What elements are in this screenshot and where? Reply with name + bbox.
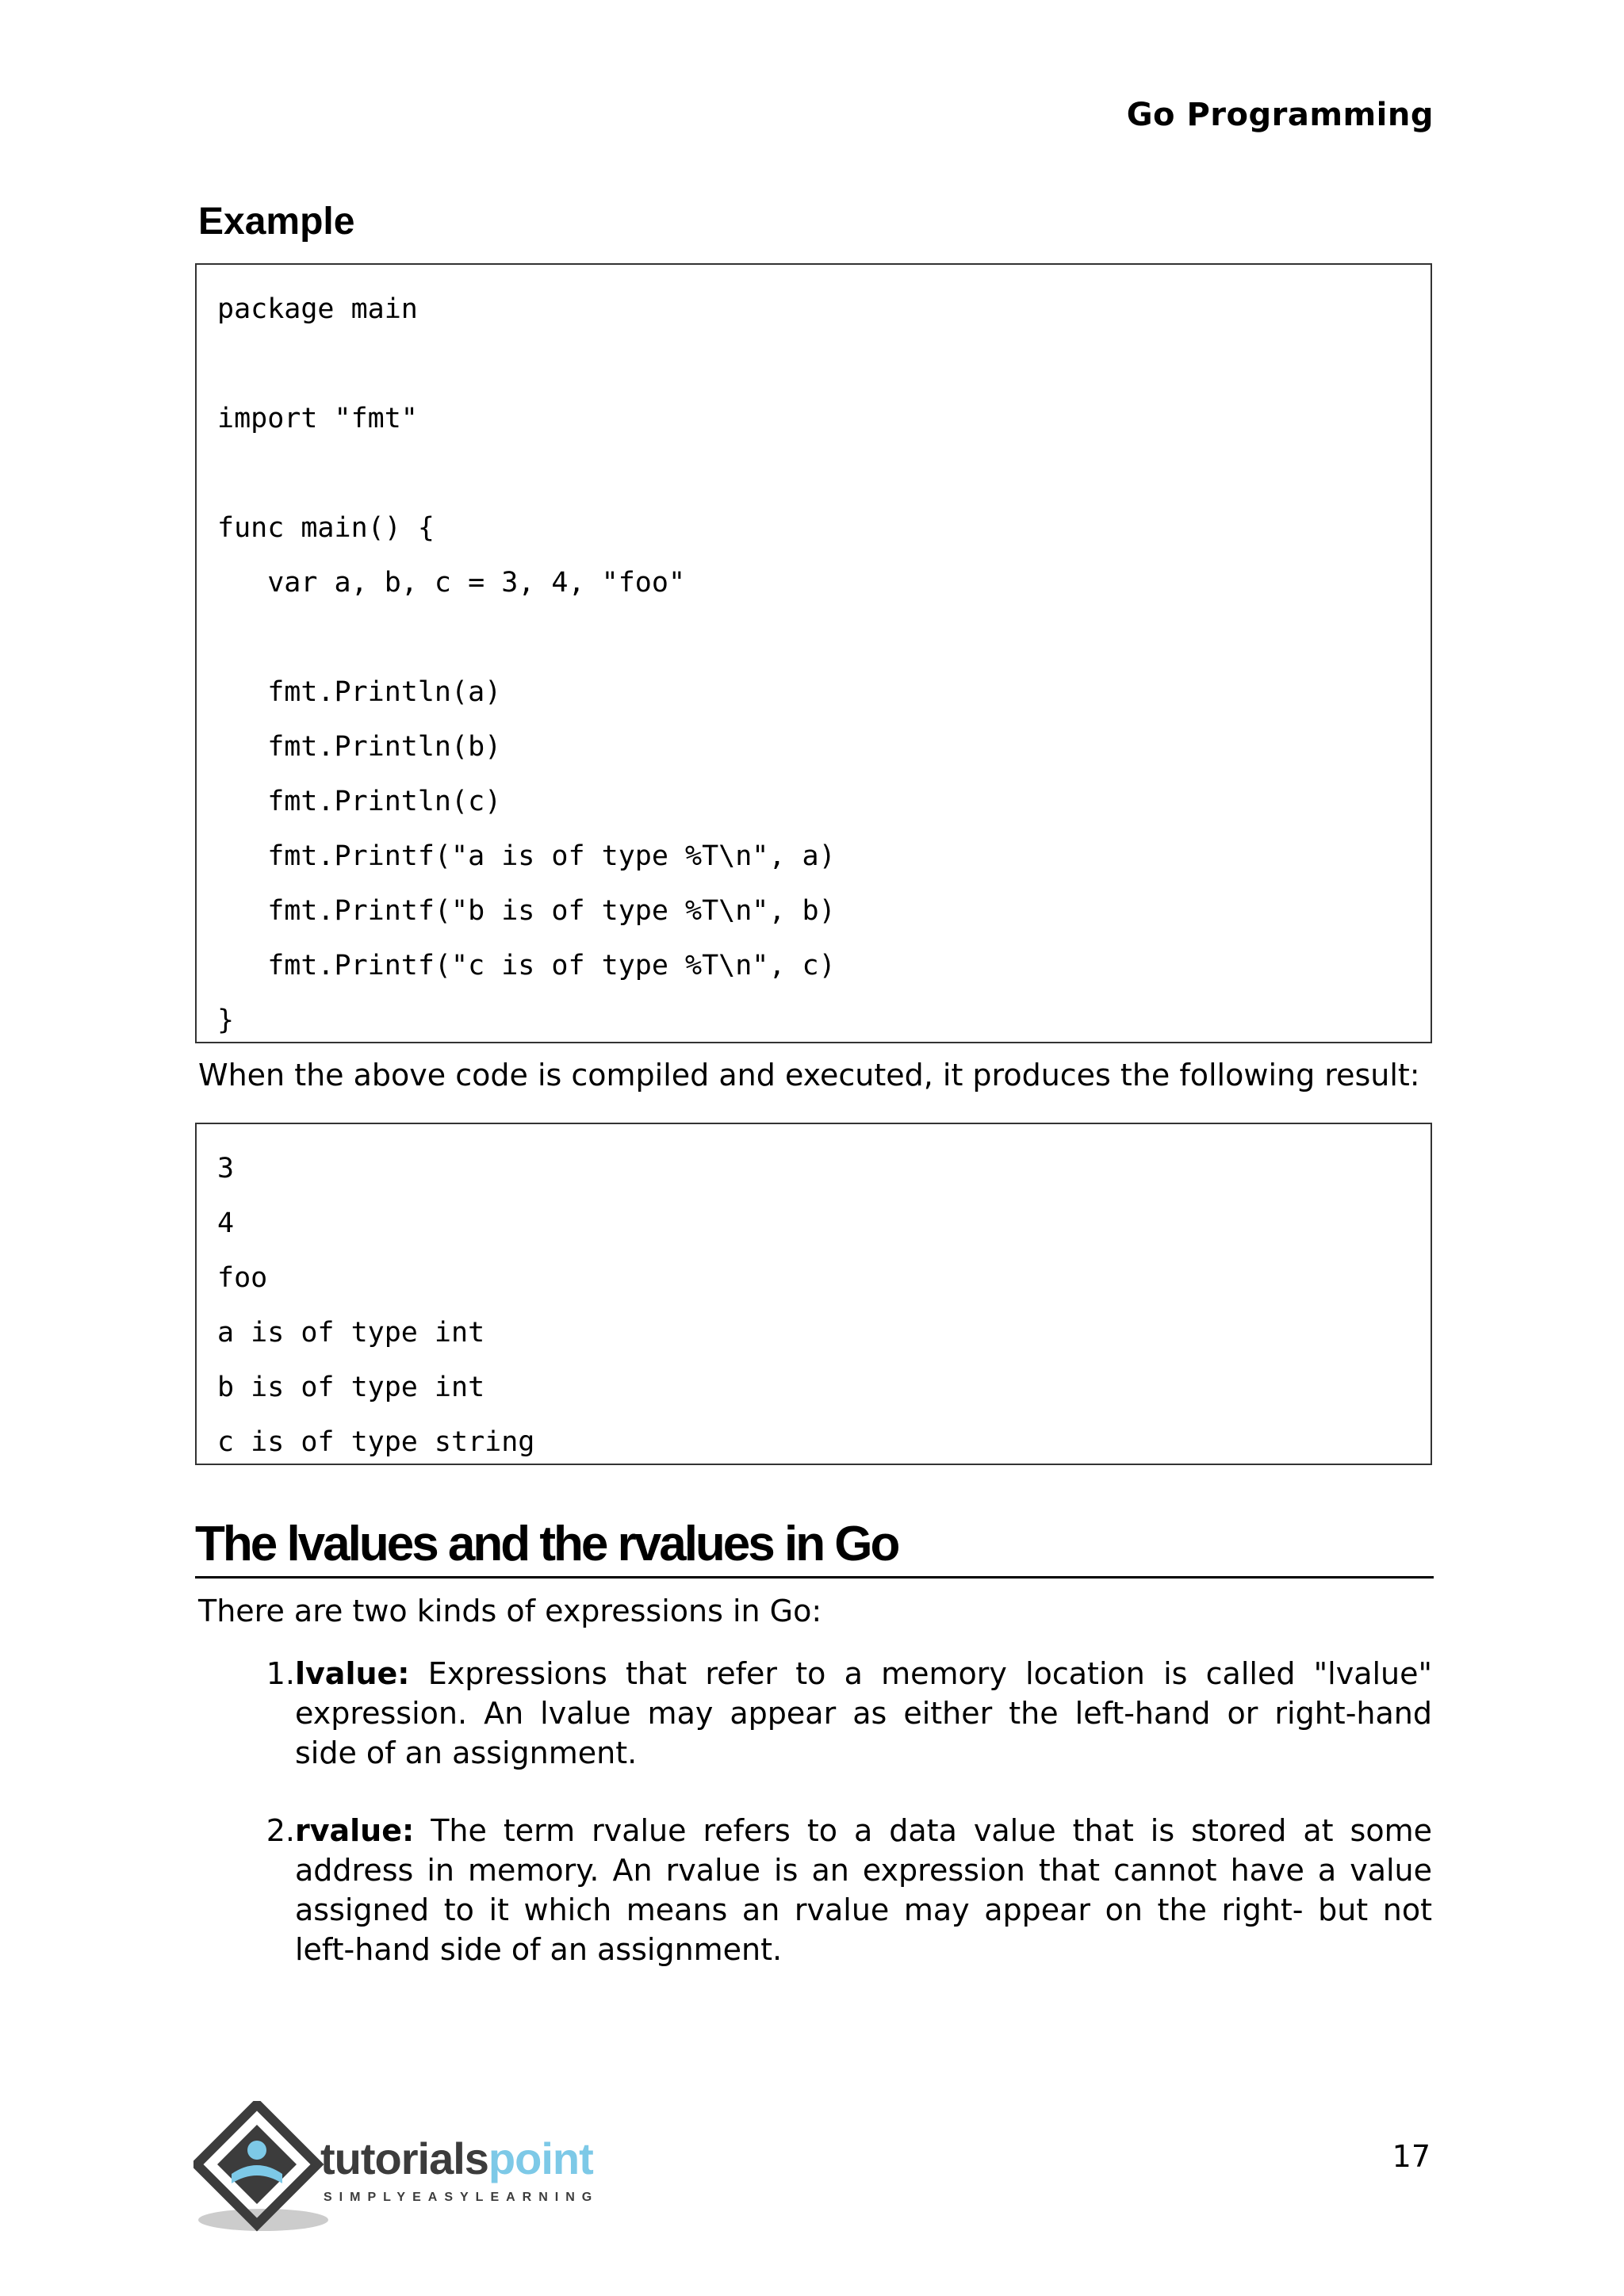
logo-person-icon — [247, 2141, 266, 2160]
list-item-number: 1. — [266, 1656, 295, 1691]
output-line: c is of type string — [217, 1426, 535, 1458]
list-item-text: The term rvalue refers to a data value that is stored at some address in memory. An rvalue is an expression that cannot have a value assigned to it which means an rvalue may appear on the right- but not left-hand side of an assignment. — [295, 1813, 1432, 1967]
result-intro-text: When the above code is compiled and executed, it produces the following result: — [198, 1058, 1420, 1093]
code-line: fmt.Printf("c is of type %T\n", c) — [217, 950, 836, 982]
source-code-block — [195, 263, 1432, 1043]
code-line: fmt.Println(b) — [217, 731, 502, 763]
logo-wordmark-accent: point — [488, 2133, 593, 2183]
code-line — [217, 446, 1410, 501]
list-item-number: 2. — [266, 1813, 295, 1848]
section-heading: The lvalues and the rvalues in Go — [195, 1513, 1434, 1578]
code-line: import "fmt" — [217, 403, 418, 434]
logo-wordmark-dark: tutorials — [320, 2133, 488, 2183]
code-line: fmt.Printf("a is of type %T\n", a) — [217, 840, 836, 872]
code-line: fmt.Println(a) — [217, 676, 502, 708]
code-line — [217, 337, 1410, 392]
logo-wordmark — [320, 2133, 593, 2183]
output-line: b is of type int — [217, 1372, 485, 1403]
code-line: var a, b, c = 3, 4, "foo" — [217, 567, 686, 599]
code-line: func main() { — [217, 512, 435, 544]
example-heading: Example — [198, 201, 355, 243]
running-header: Go Programming — [1126, 97, 1434, 133]
output-line: foo — [217, 1262, 268, 1294]
code-line: } — [217, 1004, 235, 1036]
list-item-body — [295, 1811, 1432, 1969]
section-intro-text: There are two kinds of expressions in Go: — [198, 1594, 822, 1628]
code-line: package main — [217, 293, 418, 325]
list-item-term: rvalue: — [295, 1813, 415, 1848]
output-line: 4 — [217, 1207, 235, 1239]
code-line: fmt.Printf("b is of type %T\n", b) — [217, 895, 836, 927]
logo-tagline: SIMPLYEASYLEARNING — [324, 2191, 599, 2204]
list-item-rvalue — [238, 1811, 1432, 1969]
code-line: fmt.Println(c) — [217, 786, 502, 817]
list-item-text: Expressions that refer to a memory location is called "lvalue" expression. An lvalue may appear as either the left-hand or right-hand side of an assignment. — [295, 1656, 1432, 1770]
page-number: 17 — [1392, 2139, 1431, 2174]
output-block — [195, 1123, 1432, 1465]
list-item-term: lvalue: — [295, 1656, 410, 1691]
output-line: a is of type int — [217, 1317, 485, 1349]
tutorialspoint-logo — [193, 2101, 638, 2236]
list-item-body — [295, 1654, 1432, 1773]
list-item-lvalue — [238, 1654, 1432, 1773]
output-line: 3 — [217, 1153, 235, 1184]
code-line — [217, 610, 1410, 665]
